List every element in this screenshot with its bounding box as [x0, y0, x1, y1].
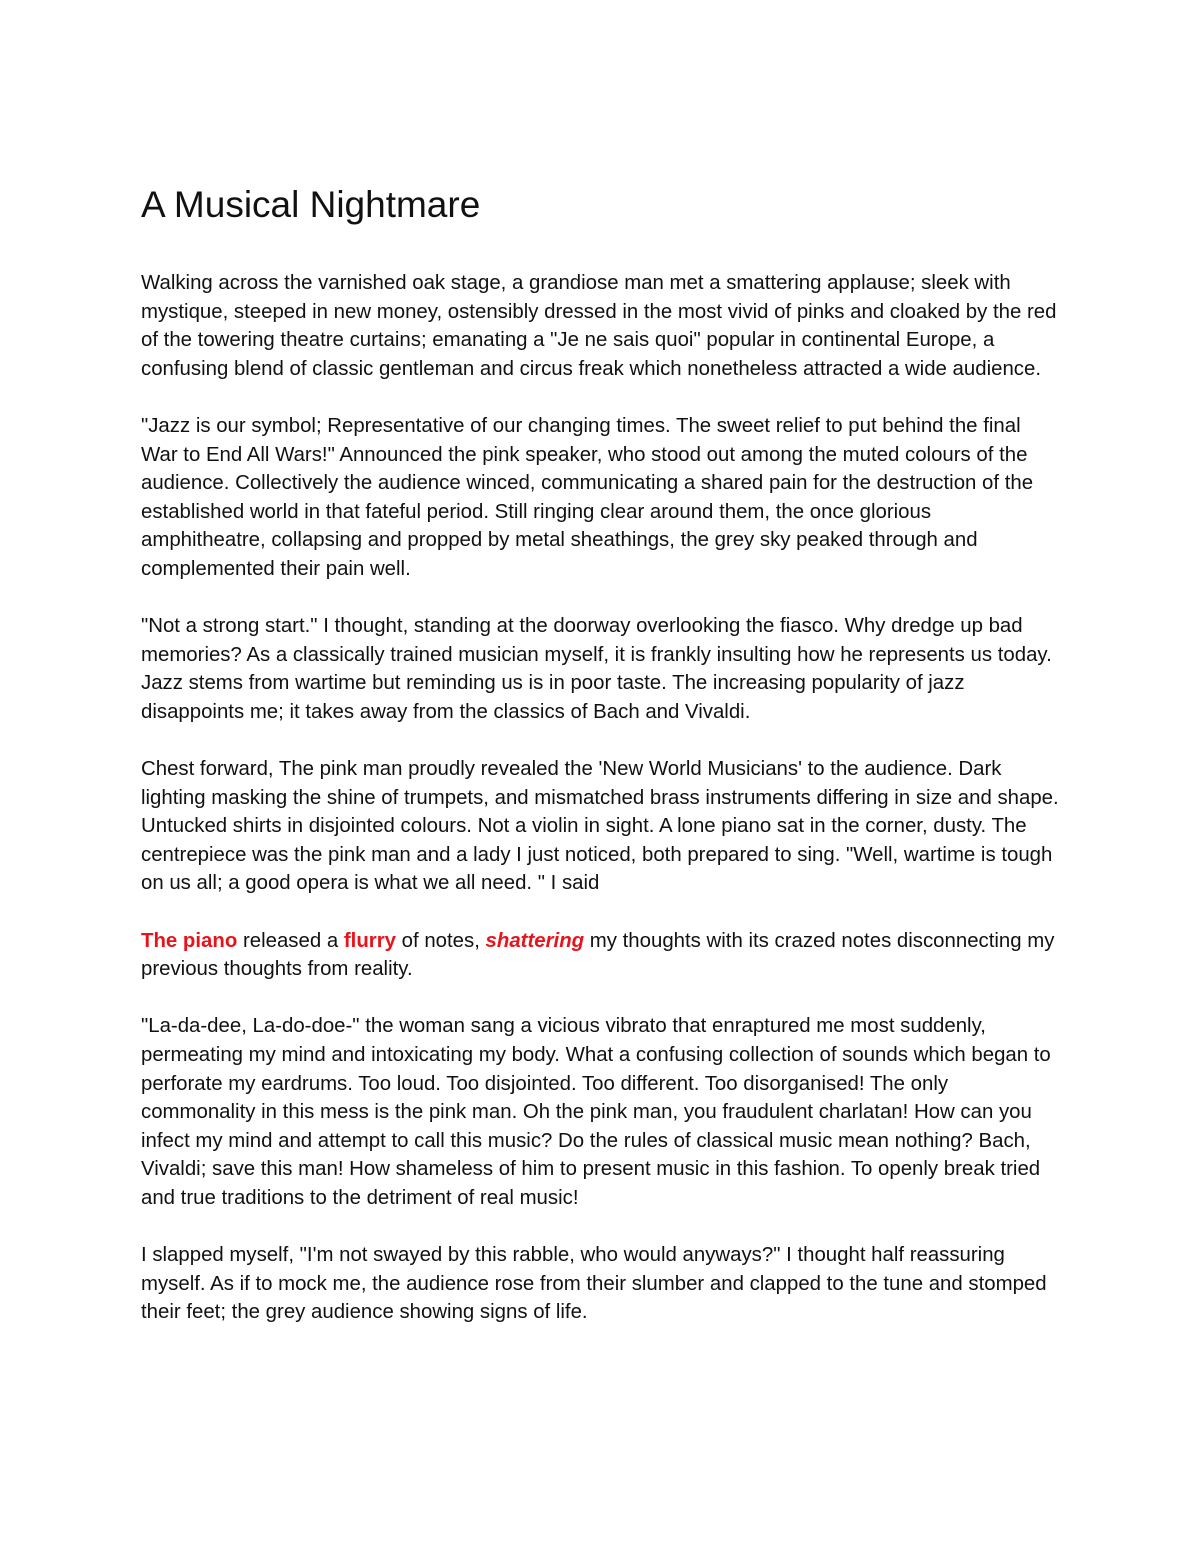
highlighted-paragraph: [141, 927, 1061, 984]
paragraph: "La-da-dee, La-do-doe-" the woman sang a vicious vibrato that enraptured me most suddenly, permeating my mind and intoxicating my body. What a confusing collection of sounds which began to perforate my eardrums. Too loud. Too disjointed. Too different. Too disorganised! The only commonality in this mess is the pink man. Oh the pink man, you fraudulent charlatan! How can you infect my mind and attempt to call this music? Do the rules of classical music mean nothing? Bach, Vivaldi; save this man! How shameless of him to present music in this fashion. To openly break tried and true traditions to the detriment of real music!: [141, 1015, 1051, 1209]
paragraph: I slapped myself, "I'm not swayed by this rabble, who would anyways?" I thought half reassuring myself. As if to mock me, the audience rose from their slumber and clapped to the tune and stomped their feet; the grey audience showing signs of life.: [141, 1244, 1047, 1324]
highlight-flurry: flurry: [343, 929, 396, 952]
document-title: A Musical Nightmare: [141, 184, 481, 225]
document-page: [141, 183, 1061, 1356]
paragraph-text: my thoughts with its crazed notes disconnecting my previous thoughts from reality.: [141, 929, 1055, 981]
paragraph-text: released a: [237, 929, 344, 952]
paragraph: Walking across the varnished oak stage, a grandiose man met a smattering applause; sleek with mystique, steeped in new money, ostensibly dressed in the most vivid of pinks and cloaked by the red of the towering theatre curtains; emanating a "Je ne sais quoi" popular in continental Europe, a confusing blend of classic gentleman and circus freak which nonetheless attracted a wide audience.: [141, 272, 1057, 380]
paragraph: Chest forward, The pink man proudly revealed the 'New World Musicians' to the audience. Dark lighting masking the shine of trumpets, and mismatched brass instruments differing in size and shape. Untucked shirts in disjointed colours. Not a violin in sight. A lone piano sat in the corner, dusty. The centrepiece was the pink man and a lady I just noticed, both prepared to sing. "Well, wartime is tough on us all; a good opera is what we all need. " I said: [141, 758, 1059, 895]
paragraph: "Jazz is our symbol; Representative of our changing times. The sweet relief to put behind the final War to End All Wars!" Announced the pink speaker, who stood out among the muted colours of the audience. Collectively the audience winced, communicating a shared pain for the destruction of the established world in that fateful period. Still ringing clear around them, the once glorious amphitheatre, collapsing and propped by metal sheathings, the grey sky peaked through and complemented their pain well.: [141, 414, 1034, 580]
paragraph: "Not a strong start." I thought, standing at the doorway overlooking the fiasco. Why dredge up bad memories? As a classically trained musician myself, it is frankly insulting how he represents us today. Jazz stems from wartime but reminding us is in poor taste. The increasing popularity of jazz disappoints me; it takes away from the classics of Bach and Vivaldi.: [141, 615, 1052, 723]
highlight-the-piano: The piano: [141, 929, 238, 952]
paragraph-text: of notes,: [395, 929, 486, 952]
highlight-shattering: shattering: [485, 929, 585, 952]
